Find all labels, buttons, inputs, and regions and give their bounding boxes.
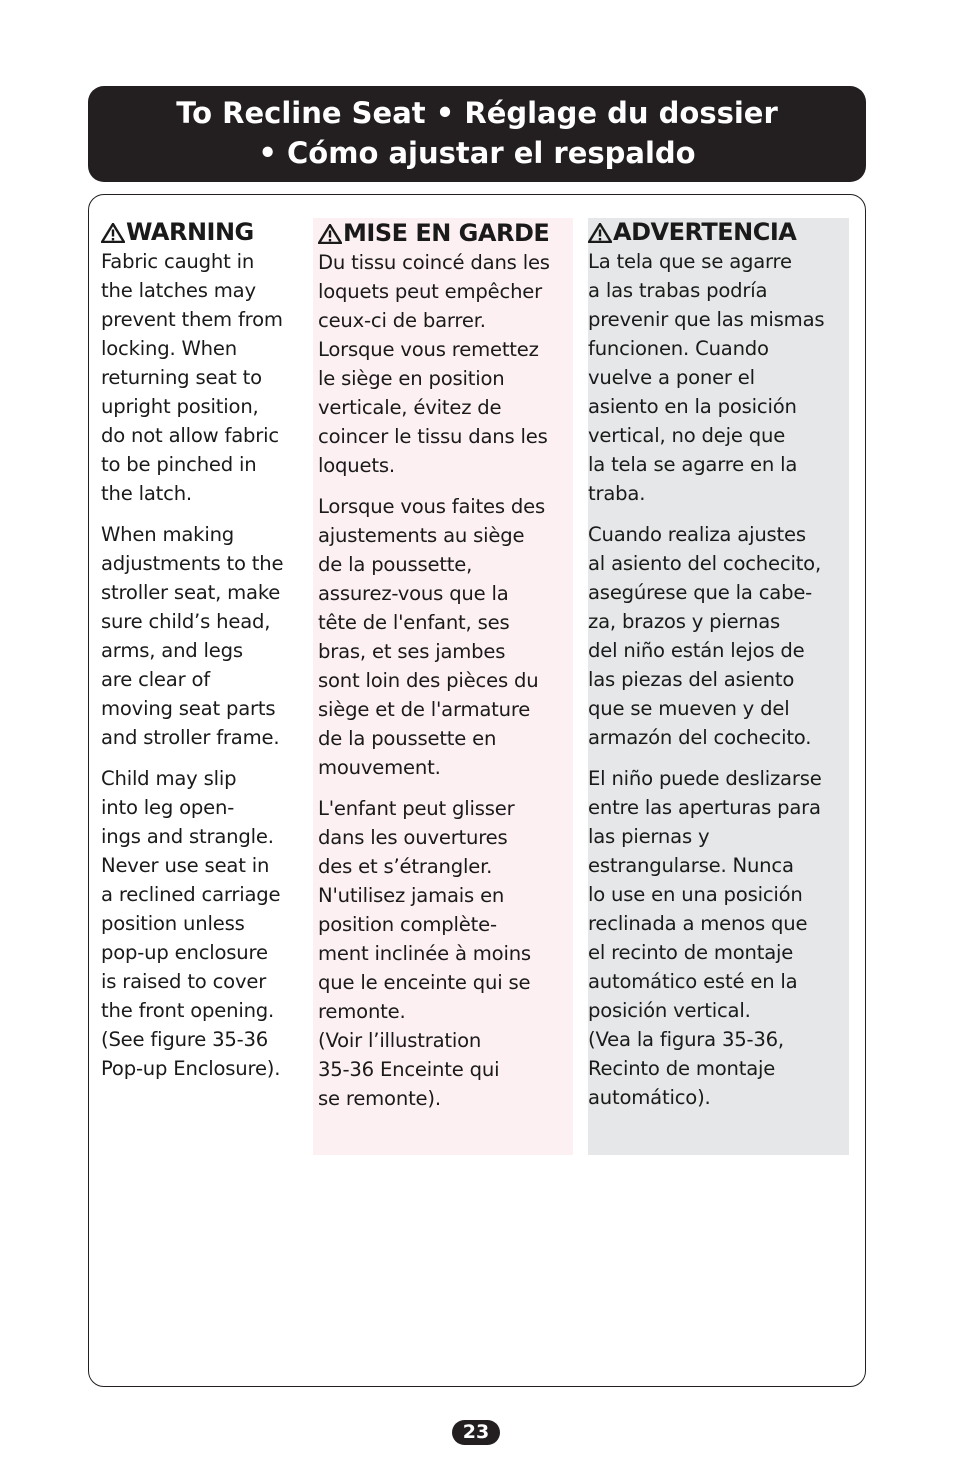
text-line: siège et de l'armature [318,698,531,721]
paragraph [588,247,849,508]
text-line: reclinada a menos que [588,912,808,935]
text-line: ment inclinée à moins [318,942,531,965]
text-line: de la poussette, [318,553,473,576]
text-line: Child may slip [101,767,237,790]
text-line: position complète- [318,913,497,936]
text-line: Pop-up Enclosure). [101,1057,281,1080]
advertencia-heading [588,218,849,247]
text-line: a reclined carriage [101,883,281,906]
text-line: estrangularse. Nunca [588,854,794,877]
warning-heading-text: WARNING [126,218,254,246]
text-line: de la poussette en [318,727,497,750]
title-line-2: • Cómo ajustar el respaldo [258,136,696,170]
text-line: (See figure 35-36 [101,1028,269,1051]
text-line: Cuando realiza ajustes [588,523,806,546]
spanish-column [588,218,849,1155]
text-line: tête de l'enfant, ses [318,611,510,634]
text-line: coincer le tissu dans les [318,425,548,448]
text-line: the front opening. [101,999,275,1022]
text-line: lo use en una posición [588,883,803,906]
text-line: bras, et ses jambes [318,640,506,663]
text-line: pop-up enclosure [101,941,268,964]
text-line: ceux-ci de barrer. [318,309,486,332]
english-column [101,218,306,1095]
text-line: a las trabas podría [588,279,768,302]
text-line: automático). [588,1086,711,1109]
text-line: las piernas y [588,825,710,848]
text-line: into leg open- [101,796,235,819]
text-line: position unless [101,912,245,935]
text-line: dans les ouvertures [318,826,508,849]
text-line: automático esté en la [588,970,798,993]
text-line: prevenir que las mismas [588,308,825,331]
text-line: el recinto de montaje [588,941,794,964]
text-line: prevent them from [101,308,283,331]
paragraph [318,794,573,1113]
text-line: del niño están lejos de [588,639,805,662]
text-line: loquets peut empêcher [318,280,543,303]
text-line: vuelve a poner el [588,366,755,389]
text-line: (Vea la figura 35-36, [588,1028,784,1051]
text-line: za, brazos y piernas [588,610,781,633]
text-line: que se mueven y del [588,697,790,720]
text-line: mouvement. [318,756,441,779]
paragraph [101,520,306,752]
text-line: returning seat to [101,366,262,389]
text-line: (Voir l’illustration [318,1029,482,1052]
text-line: al asiento del cochecito, [588,552,821,575]
text-line: upright position, [101,395,259,418]
warning-triangle-icon [101,223,125,243]
text-line: 35-36 Enceinte qui [318,1058,500,1081]
text-line: las piezas del asiento [588,668,795,691]
text-line: Never use seat in [101,854,270,877]
mise-en-garde-heading [318,219,573,248]
text-line: to be pinched in [101,453,257,476]
french-column [313,218,573,1155]
paragraph [101,247,306,508]
text-line: posición vertical. [588,999,751,1022]
text-line: asiento en la posición [588,395,797,418]
text-line: verticale, évitez de [318,396,502,419]
text-line: sure child’s head, [101,610,271,633]
page-title-bar [88,86,866,182]
warning-triangle-icon [318,224,342,244]
paragraph [588,520,849,752]
title-line-1: To Recline Seat • Réglage du dossier [176,96,778,130]
text-line: que le enceinte qui se [318,971,531,994]
text-line: le siège en position [318,367,505,390]
text-line: When making [101,523,235,546]
text-line: remonte. [318,1000,406,1023]
text-line: L'enfant peut glisser [318,797,515,820]
text-line: la tela se agarre en la [588,453,798,476]
page-number: 23 [452,1420,500,1445]
text-line: vertical, no deje que [588,424,786,447]
text-line: arms, and legs [101,639,243,662]
paragraph [588,764,849,1112]
paragraph [318,492,573,782]
text-line: locking. When [101,337,237,360]
english-paragraphs [101,247,306,1083]
text-line: El niño puede deslizarse [588,767,822,790]
text-line: and stroller frame. [101,726,280,749]
text-line: ajustements au siège [318,524,525,547]
text-line: do not allow fabric [101,424,279,447]
text-line: traba. [588,482,646,505]
text-line: Du tissu coincé dans les [318,251,550,274]
text-line: is raised to cover [101,970,267,993]
text-line: the latch. [101,482,192,505]
text-line: are clear of [101,668,210,691]
text-line: loquets. [318,454,395,477]
text-line: entre las aperturas para [588,796,821,819]
paragraph [101,764,306,1083]
french-paragraphs [318,248,573,1113]
text-line: se remonte). [318,1087,441,1110]
text-line: moving seat parts [101,697,276,720]
text-line: Recinto de montaje [588,1057,776,1080]
text-line: armazón del cochecito. [588,726,812,749]
warning-heading [101,218,306,247]
spanish-paragraphs [588,247,849,1112]
advertencia-heading-text: ADVERTENCIA [613,218,797,246]
text-line: sont loin des pièces du [318,669,539,692]
text-line: funcionen. Cuando [588,337,769,360]
text-line: adjustments to the [101,552,284,575]
text-line: Lorsque vous faites des [318,495,546,518]
text-line: Fabric caught in [101,250,255,273]
warning-triangle-icon [588,223,612,243]
text-line: des et s’étrangler. [318,855,493,878]
mise-en-garde-heading-text: MISE EN GARDE [343,219,550,247]
text-line: asegúrese que la cabe- [588,581,813,604]
text-line: the latches may [101,279,256,302]
text-line: ings and strangle. [101,825,274,848]
text-line: assurez-vous que la [318,582,509,605]
text-line: Lorsque vous remettez [318,338,539,361]
paragraph [318,248,573,480]
text-line: N'utilisez jamais en [318,884,505,907]
text-line: stroller seat, make [101,581,281,604]
text-line: La tela que se agarre [588,250,792,273]
